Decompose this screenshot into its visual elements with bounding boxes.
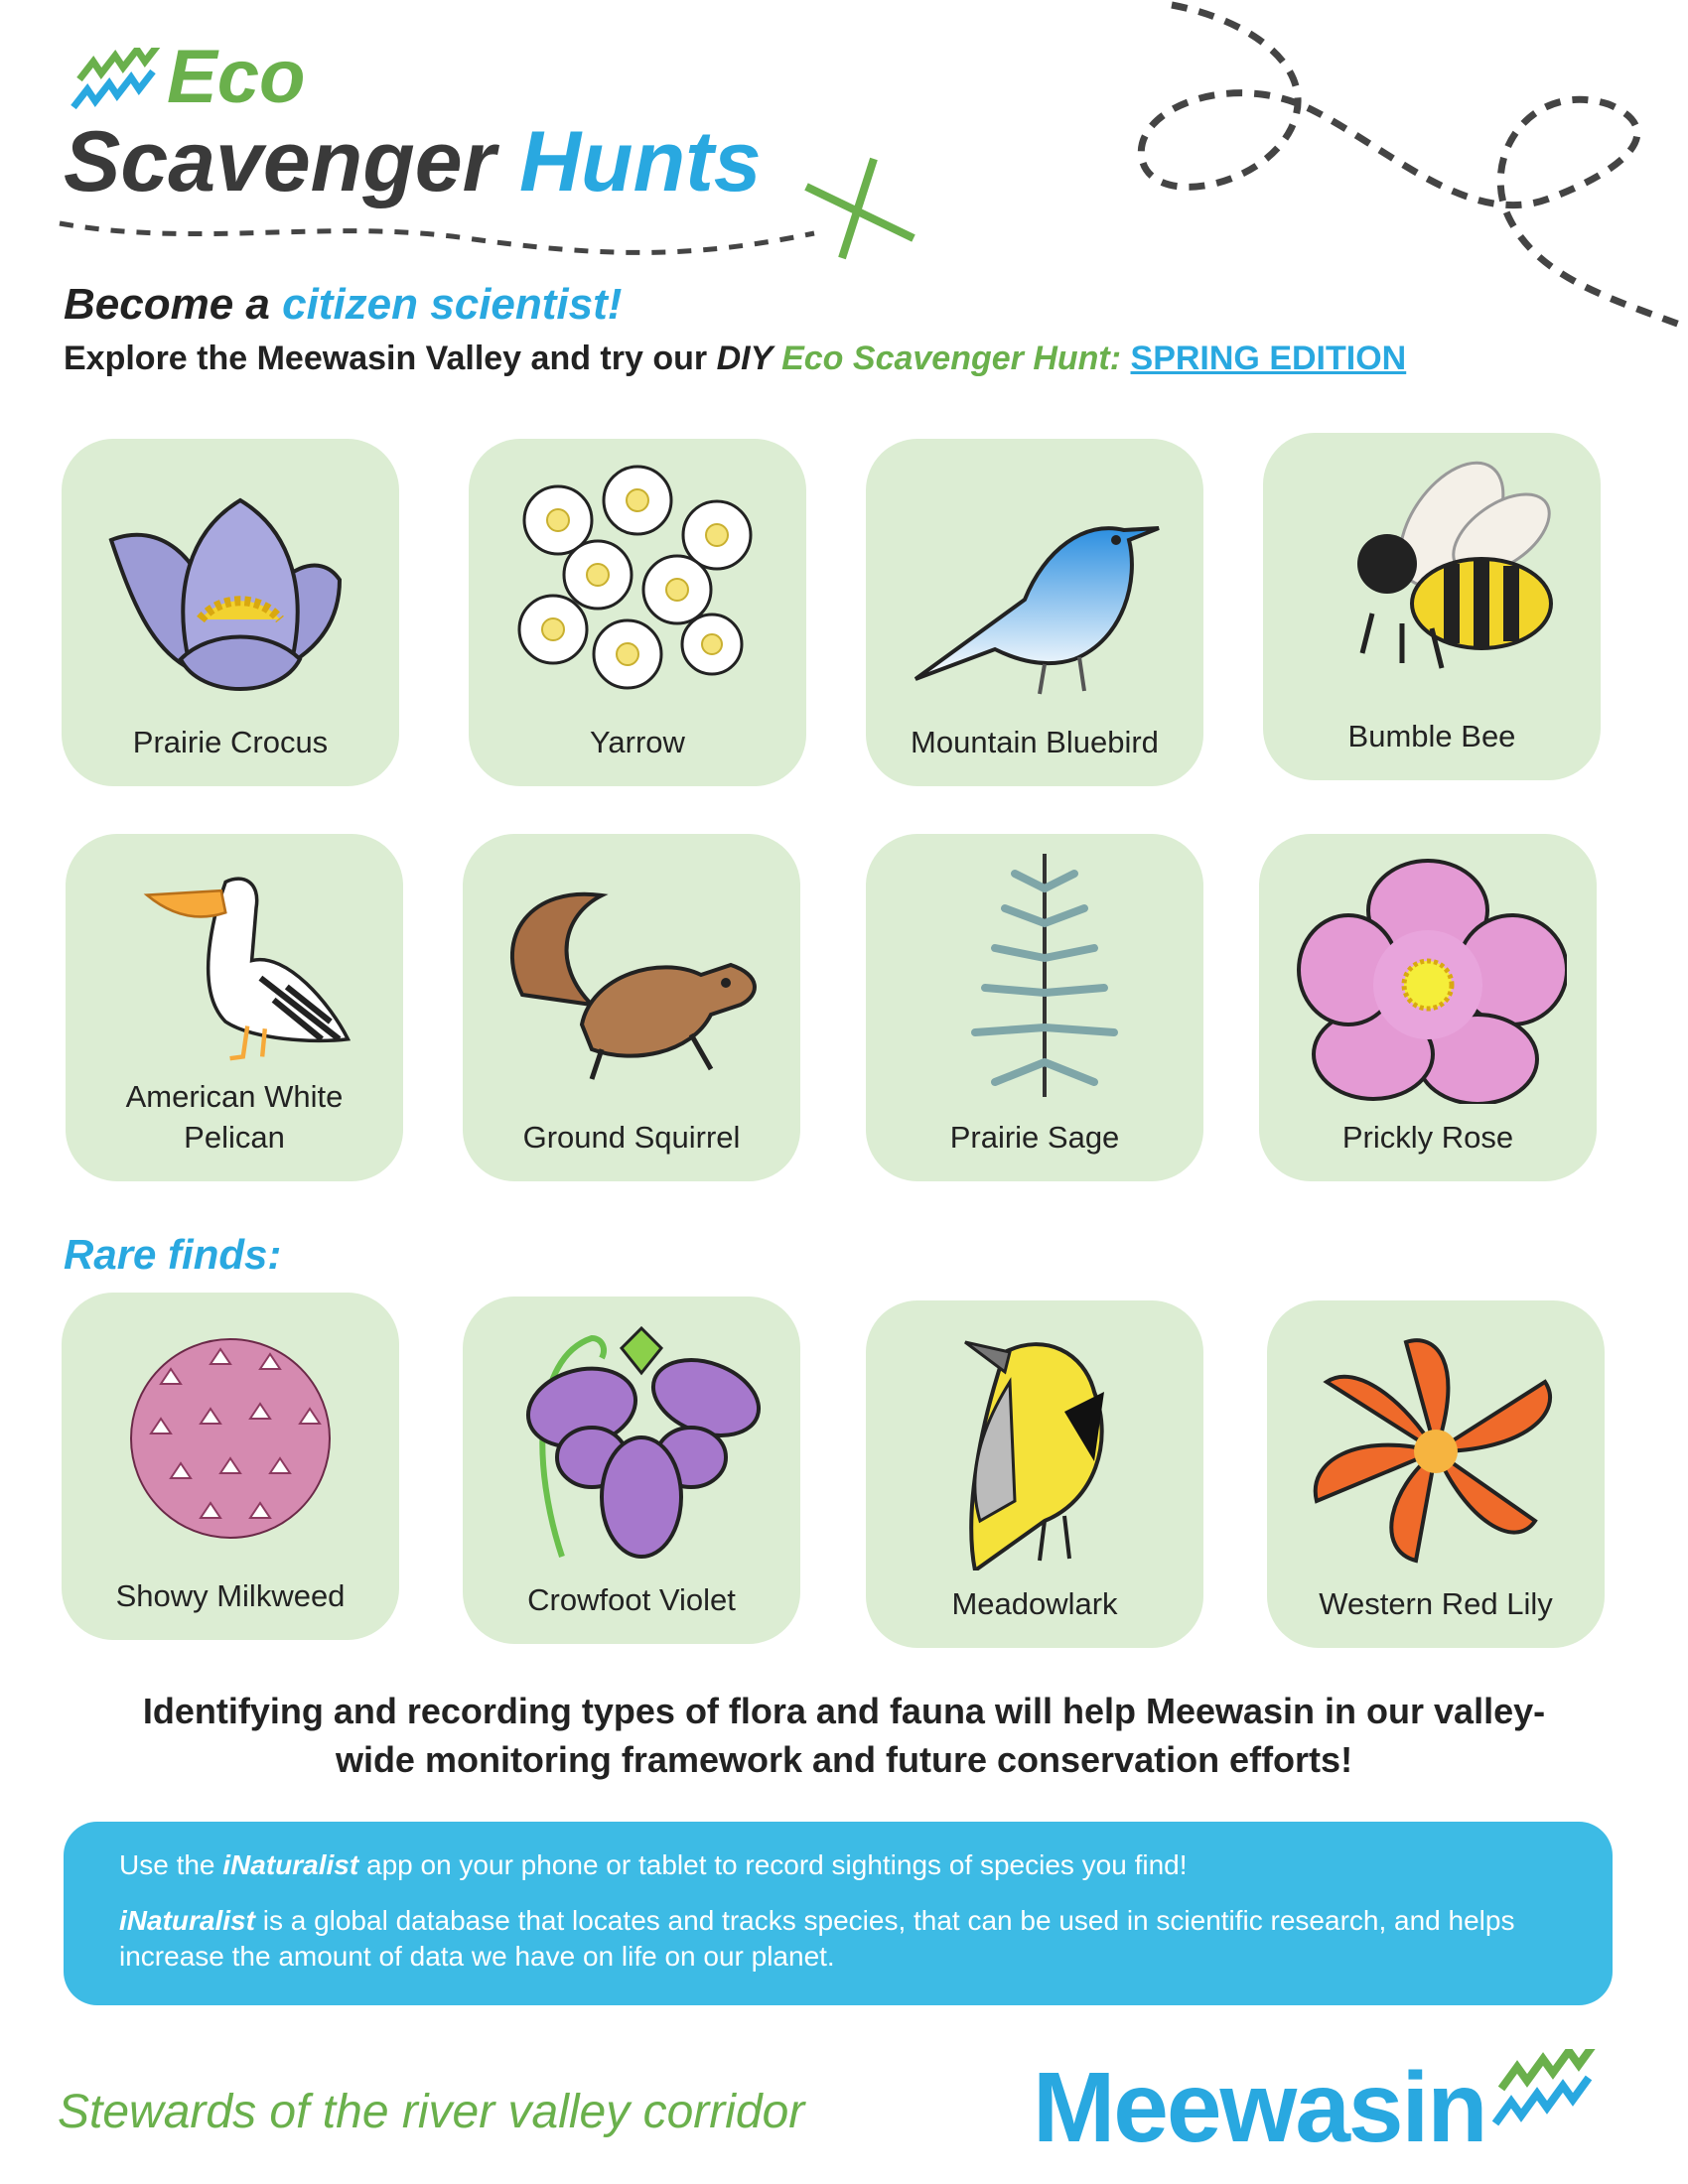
violet-icon (492, 1318, 771, 1567)
inaturalist-name: iNaturalist (119, 1905, 255, 1936)
card-label: Showy Milkweed (115, 1577, 346, 1613)
card-label: Western Red Lily (1319, 1585, 1553, 1621)
card-label: Ground Squirrel (522, 1119, 741, 1155)
explore-green: Eco Scavenger Hunt: (772, 340, 1131, 377)
lead-heading (64, 280, 622, 330)
card-showy-milkweed (62, 1293, 399, 1640)
rare-finds-heading: Rare finds: (64, 1231, 282, 1278)
card-label: Prairie Sage (949, 1119, 1120, 1155)
info-post: app on your phone or tablet to record sightings of species you find! (358, 1849, 1188, 1880)
card-crowfoot-violet (463, 1297, 800, 1644)
info-line-1 (119, 1847, 1557, 1883)
tagline: Stewards of the river valley corridor (58, 2086, 805, 2138)
meewasin-brand: Meewasin (1033, 2052, 1486, 2163)
pelican-icon (95, 856, 373, 1074)
info-pre: Use the (119, 1849, 223, 1880)
card-label: Yarrow (590, 724, 685, 759)
sage-icon (896, 844, 1174, 1102)
page-title (64, 114, 762, 209)
title-scavenger: Scavenger (64, 114, 496, 209)
explore-diy: DIY (716, 340, 773, 377)
yarrow-icon (498, 461, 776, 709)
x-mark-icon (806, 159, 914, 258)
milkweed-icon (91, 1314, 369, 1563)
squirrel-icon (492, 856, 771, 1104)
card-label: Bumble Bee (1347, 718, 1516, 753)
explore-text: Explore the Meewasin Valley and try our (64, 340, 717, 377)
card-bumble-bee (1263, 433, 1601, 780)
crocus-icon (91, 461, 369, 709)
rose-icon (1289, 856, 1567, 1104)
card-prairie-crocus (62, 439, 399, 786)
lead-text: Become a (64, 280, 283, 329)
card-ground-squirrel (463, 834, 800, 1181)
card-label: Crowfoot Violet (527, 1581, 736, 1617)
card-label: Prairie Crocus (132, 724, 329, 759)
meewasin-waves-logo-icon (1491, 2049, 1611, 2148)
card-western-red-lily (1267, 1300, 1605, 1648)
card-label: Prickly Rose (1341, 1119, 1514, 1155)
title-hunts: Hunts (518, 114, 762, 209)
inaturalist-name: iNaturalist (222, 1849, 359, 1880)
card-label: American White Pelican (125, 1079, 344, 1155)
lead-highlight: citizen scientist! (282, 280, 623, 329)
info-description: is a global database that locates and tracks species, that can be used in scientific research, and helps increase the amount of data we have on life on our planet. (119, 1905, 1515, 1973)
card-prickly-rose (1259, 834, 1597, 1181)
explore-line (64, 340, 1406, 378)
card-american-white-pelican (66, 834, 403, 1181)
card-prairie-sage (866, 834, 1203, 1181)
bee-icon (1293, 455, 1571, 703)
card-mountain-bluebird (866, 439, 1203, 786)
meadowlark-icon (896, 1322, 1174, 1570)
info-line-2 (119, 1903, 1557, 1976)
card-meadowlark (866, 1300, 1203, 1648)
title-eco: Eco (167, 35, 306, 119)
conservation-statement: Identifying and recording types of flora and fauna will help Meewasin in our valley-wide monitoring framework and future conservation efforts! (142, 1691, 1546, 1780)
lily-icon (1297, 1322, 1575, 1570)
spring-edition-link[interactable]: SPRING EDITION (1130, 340, 1407, 377)
bluebird-icon (896, 461, 1174, 709)
card-label: Meadowlark (951, 1585, 1118, 1621)
inaturalist-info-box (64, 1822, 1613, 2005)
card-label: Mountain Bluebird (911, 724, 1159, 759)
card-yarrow (469, 439, 806, 786)
